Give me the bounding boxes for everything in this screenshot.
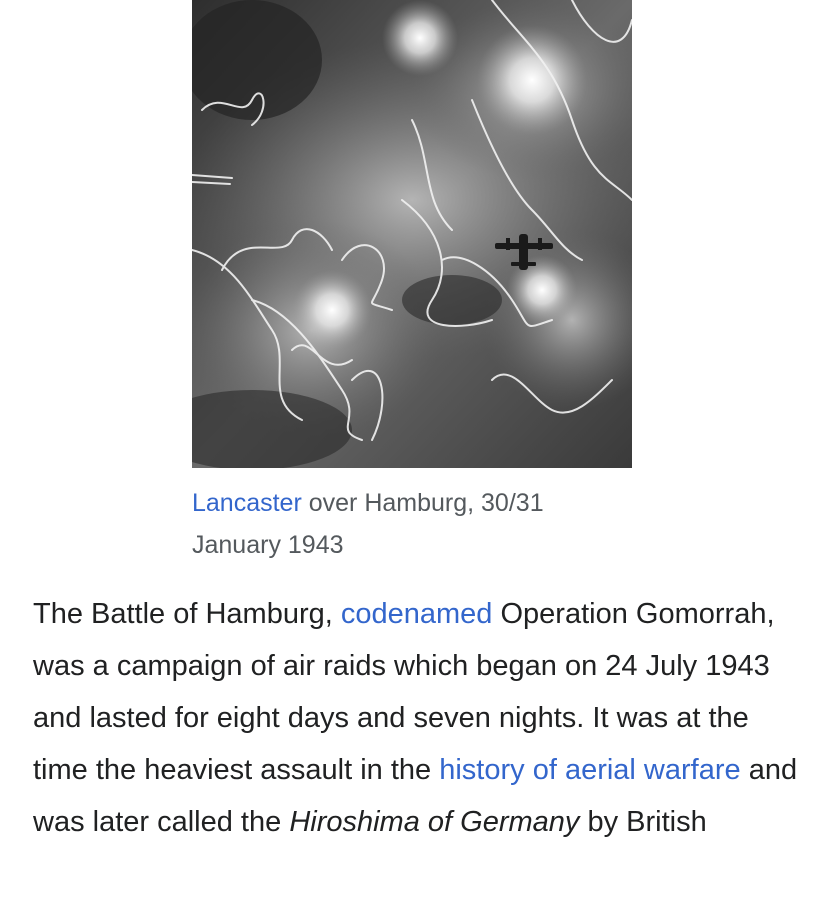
caption-link-lancaster[interactable]: Lancaster xyxy=(192,489,302,517)
paragraph-text-2: Operation Gomorrah, was a campaign of air raids which began on 24 July 1943 and lasted for eight days and seven nights. It was at the time the heaviest assault in the xyxy=(33,598,775,786)
link-codenamed[interactable]: codenamed xyxy=(340,598,493,630)
figure-caption xyxy=(192,482,632,566)
photo-image xyxy=(192,0,632,468)
article-paragraph xyxy=(33,588,803,848)
link-history-of-aerial-warfare[interactable]: history of aerial warfare xyxy=(439,754,741,786)
paragraph-text-3: and was later called the xyxy=(33,754,798,838)
paragraph-text-1: The Battle of Hamburg, xyxy=(33,598,341,630)
paragraph-italic-text: Hiroshima of Germany xyxy=(289,806,580,838)
paragraph-text-4: by British xyxy=(579,806,707,838)
caption-text: over Hamburg, 30/31 January 1943 xyxy=(192,489,544,559)
lancaster-over-hamburg-photo[interactable] xyxy=(192,0,632,468)
